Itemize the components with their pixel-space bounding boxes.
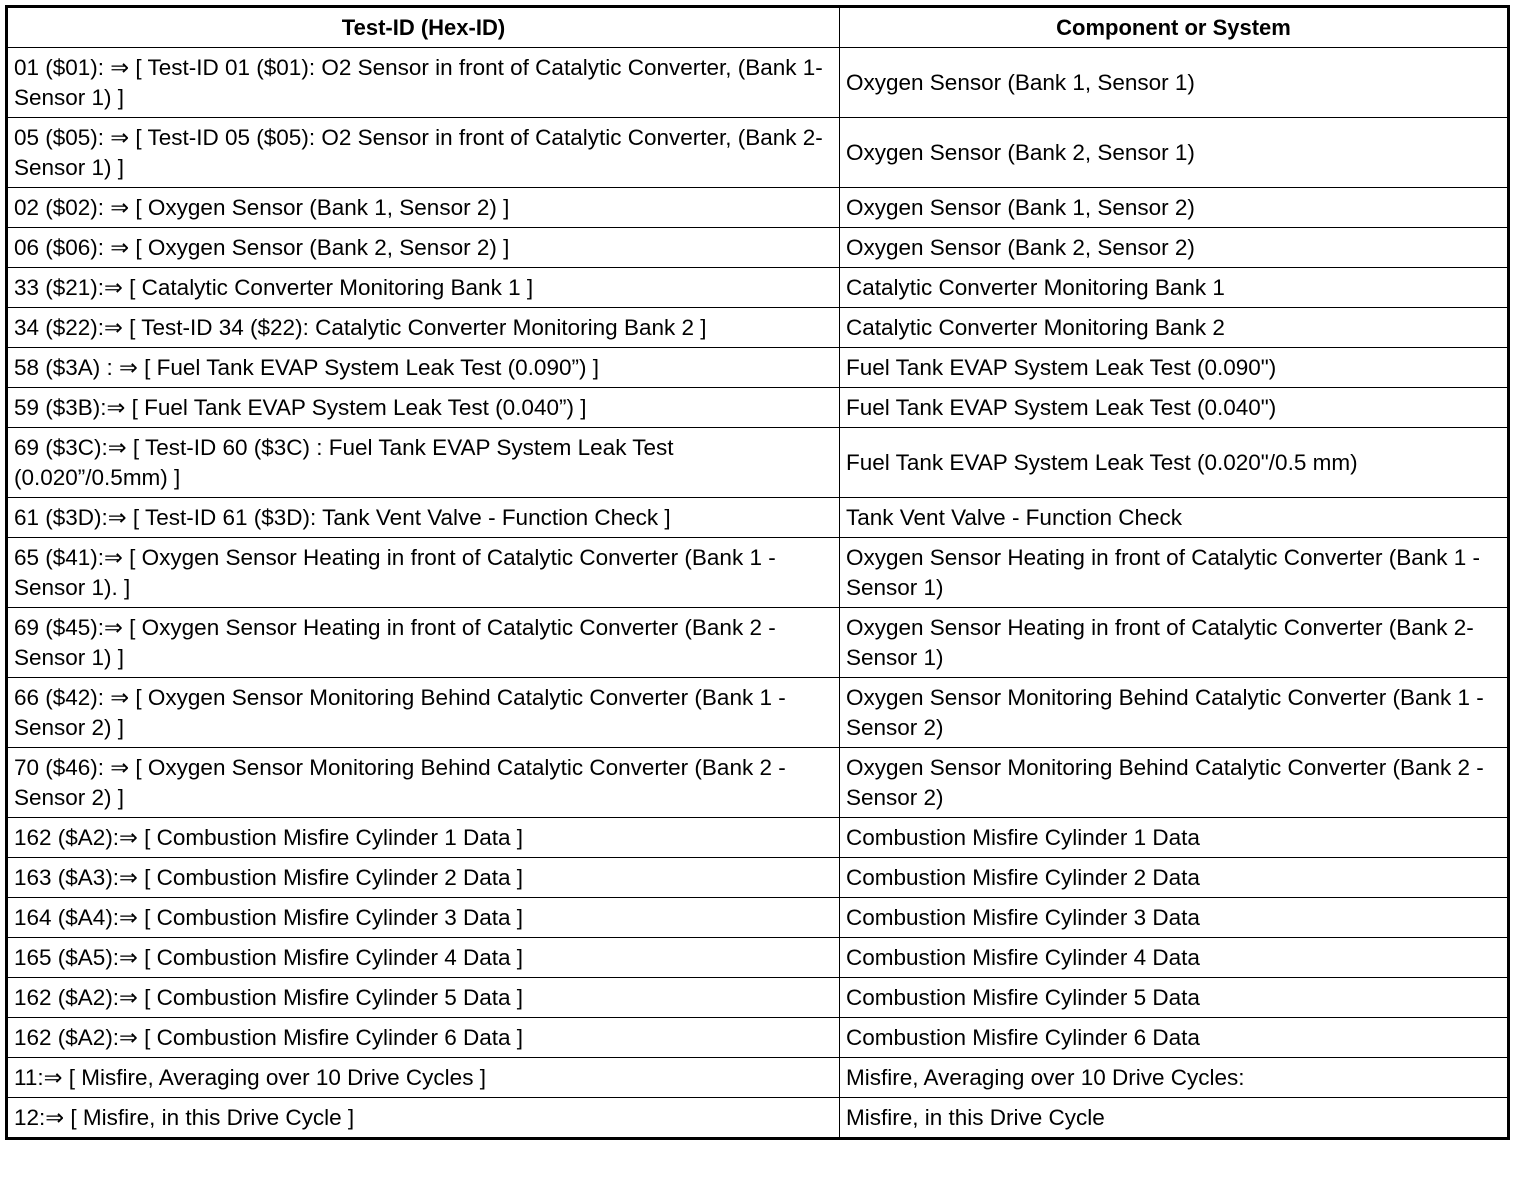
test-id-cell: 59 ($3B):⇒ [ Fuel Tank EVAP System Leak Test (0.040”) ] (7, 388, 840, 428)
table-row (7, 48, 1509, 118)
test-id-cell: 65 ($41):⇒ [ Oxygen Sensor Heating in front of Catalytic Converter (Bank 1 - Sensor 1). ] (7, 538, 840, 608)
header-component: Component or System (840, 7, 1509, 48)
test-id-cell: 70 ($46): ⇒ [ Oxygen Sensor Monitoring Behind Catalytic Converter (Bank 2 - Sensor 2) ] (7, 748, 840, 818)
component-cell: Oxygen Sensor Heating in front of Catalytic Converter (Bank 1 - Sensor 1) (840, 538, 1509, 608)
table-row (7, 538, 1509, 608)
component-cell: Combustion Misfire Cylinder 4 Data (840, 938, 1509, 978)
component-cell: Oxygen Sensor (Bank 2, Sensor 2) (840, 228, 1509, 268)
test-id-table (5, 5, 1510, 1140)
component-cell: Combustion Misfire Cylinder 1 Data (840, 818, 1509, 858)
component-cell: Oxygen Sensor Heating in front of Catalytic Converter (Bank 2- Sensor 1) (840, 608, 1509, 678)
component-cell: Combustion Misfire Cylinder 2 Data (840, 858, 1509, 898)
table-row (7, 118, 1509, 188)
component-cell: Fuel Tank EVAP System Leak Test (0.040") (840, 388, 1509, 428)
test-id-cell: 02 ($02): ⇒ [ Oxygen Sensor (Bank 1, Sensor 2) ] (7, 188, 840, 228)
component-cell: Misfire, Averaging over 10 Drive Cycles: (840, 1058, 1509, 1098)
component-cell: Oxygen Sensor Monitoring Behind Catalytic Converter (Bank 1 - Sensor 2) (840, 678, 1509, 748)
component-cell: Combustion Misfire Cylinder 5 Data (840, 978, 1509, 1018)
test-id-cell: 06 ($06): ⇒ [ Oxygen Sensor (Bank 2, Sensor 2) ] (7, 228, 840, 268)
table-row (7, 608, 1509, 678)
component-cell: Oxygen Sensor (Bank 1, Sensor 2) (840, 188, 1509, 228)
test-id-cell: 162 ($A2):⇒ [ Combustion Misfire Cylinder 5 Data ] (7, 978, 840, 1018)
test-id-cell: 58 ($3A) : ⇒ [ Fuel Tank EVAP System Leak Test (0.090”) ] (7, 348, 840, 388)
test-id-cell: 12:⇒ [ Misfire, in this Drive Cycle ] (7, 1098, 840, 1139)
test-id-cell: 34 ($22):⇒ [ Test-ID 34 ($22): Catalytic Converter Monitoring Bank 2 ] (7, 308, 840, 348)
component-cell: Oxygen Sensor (Bank 2, Sensor 1) (840, 118, 1509, 188)
table-row (7, 498, 1509, 538)
table-row (7, 938, 1509, 978)
table-row (7, 818, 1509, 858)
table-row (7, 1058, 1509, 1098)
component-cell: Catalytic Converter Monitoring Bank 2 (840, 308, 1509, 348)
component-cell: Tank Vent Valve - Function Check (840, 498, 1509, 538)
header-row (7, 7, 1509, 48)
test-id-cell: 11:⇒ [ Misfire, Averaging over 10 Drive Cycles ] (7, 1058, 840, 1098)
component-cell: Fuel Tank EVAP System Leak Test (0.020"/0.5 mm) (840, 428, 1509, 498)
test-id-cell: 61 ($3D):⇒ [ Test-ID 61 ($3D): Tank Vent Valve - Function Check ] (7, 498, 840, 538)
table-row (7, 388, 1509, 428)
table-row (7, 1098, 1509, 1139)
test-id-cell: 33 ($21):⇒ [ Catalytic Converter Monitoring Bank 1 ] (7, 268, 840, 308)
table-row (7, 678, 1509, 748)
test-id-cell: 164 ($A4):⇒ [ Combustion Misfire Cylinder 3 Data ] (7, 898, 840, 938)
component-cell: Fuel Tank EVAP System Leak Test (0.090") (840, 348, 1509, 388)
test-id-cell: 162 ($A2):⇒ [ Combustion Misfire Cylinder 6 Data ] (7, 1018, 840, 1058)
table-row (7, 978, 1509, 1018)
table-row (7, 858, 1509, 898)
test-id-cell: 69 ($3C):⇒ [ Test-ID 60 ($3C) : Fuel Tank EVAP System Leak Test (0.020”/0.5mm) ] (7, 428, 840, 498)
header-test-id: Test-ID (Hex-ID) (7, 7, 840, 48)
table-row (7, 308, 1509, 348)
component-cell: Oxygen Sensor Monitoring Behind Catalytic Converter (Bank 2 - Sensor 2) (840, 748, 1509, 818)
test-id-cell: 162 ($A2):⇒ [ Combustion Misfire Cylinder 1 Data ] (7, 818, 840, 858)
test-id-cell: 165 ($A5):⇒ [ Combustion Misfire Cylinder 4 Data ] (7, 938, 840, 978)
component-cell: Combustion Misfire Cylinder 6 Data (840, 1018, 1509, 1058)
table-row (7, 348, 1509, 388)
test-id-cell: 01 ($01): ⇒ [ Test-ID 01 ($01): O2 Sensor in front of Catalytic Converter, (Bank 1- Sensor 1) ] (7, 48, 840, 118)
table-row (7, 1018, 1509, 1058)
component-cell: Oxygen Sensor (Bank 1, Sensor 1) (840, 48, 1509, 118)
table-row (7, 188, 1509, 228)
test-id-cell: 69 ($45):⇒ [ Oxygen Sensor Heating in front of Catalytic Converter (Bank 2 - Sensor 1) ] (7, 608, 840, 678)
table-row (7, 268, 1509, 308)
component-cell: Catalytic Converter Monitoring Bank 1 (840, 268, 1509, 308)
table-row (7, 428, 1509, 498)
test-id-cell: 163 ($A3):⇒ [ Combustion Misfire Cylinder 2 Data ] (7, 858, 840, 898)
table-row (7, 748, 1509, 818)
test-id-cell: 66 ($42): ⇒ [ Oxygen Sensor Monitoring Behind Catalytic Converter (Bank 1 - Sensor 2) ] (7, 678, 840, 748)
test-id-cell: 05 ($05): ⇒ [ Test-ID 05 ($05): O2 Sensor in front of Catalytic Converter, (Bank 2- Sensor 1) ] (7, 118, 840, 188)
table-row (7, 898, 1509, 938)
component-cell: Combustion Misfire Cylinder 3 Data (840, 898, 1509, 938)
table-row (7, 228, 1509, 268)
component-cell: Misfire, in this Drive Cycle (840, 1098, 1509, 1139)
